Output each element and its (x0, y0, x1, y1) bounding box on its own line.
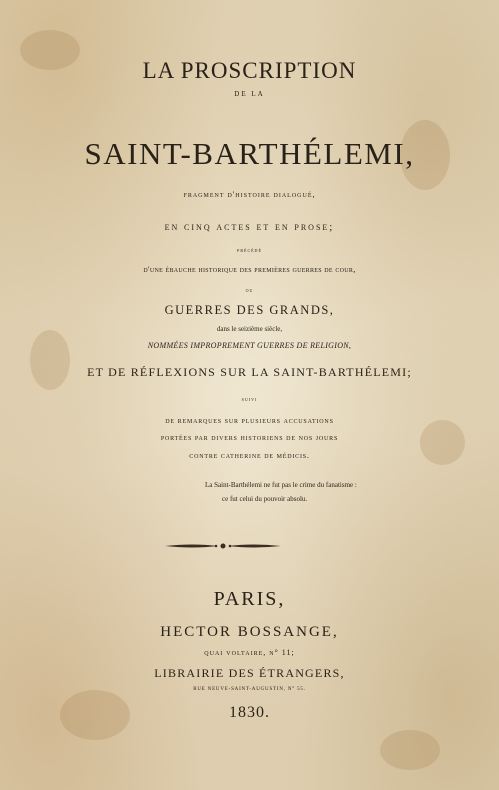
subtitle-reflexions: ET DE RÉFLEXIONS SUR LA SAINT-BARTHÉLEMI; (87, 365, 412, 379)
imprint-city: PARIS, (213, 588, 286, 610)
subtitle-suivi: suivi (241, 398, 258, 403)
title-line-2: SAINT-BARTHÉLEMI, (84, 136, 415, 171)
subtitle-guerres-grands: GUERRES DES GRANDS, (164, 303, 335, 317)
ornamental-rule (163, 540, 283, 552)
foxing-stain (380, 730, 440, 770)
subtitle-remarques: de remarques sur plusieurs accusations (165, 416, 334, 425)
subtitle-nommees: NOMMÉES IMPROPREMENT GUERRES DE RELIGION, (147, 341, 352, 350)
imprint-year: 1830. (229, 704, 270, 721)
foxing-stain (30, 330, 70, 390)
title-line-1: LA PROSCRIPTION (142, 58, 357, 83)
subtitle-precede: précédé (237, 249, 262, 254)
epigraph-line-2: ce fut celui du pouvoir absolu. (222, 495, 308, 503)
subtitle-fragment: fragment d'histoire dialogué, (183, 190, 316, 199)
title-de-la: DE LA (234, 90, 265, 98)
epigraph-line-1: La Saint-Barthélemi ne fut pas le crime du fanatisme : (205, 481, 357, 489)
subtitle-ou: ou (245, 289, 254, 294)
imprint-street: RUE NEUVE-SAINT-AUGUSTIN, N° 55. (193, 687, 306, 692)
subtitle-portees: portées par divers historiens de nos jours (160, 433, 339, 442)
imprint-publisher: HECTOR BOSSANGE, (160, 624, 339, 640)
imprint-librairie: LIBRAIRIE DES ÉTRANGERS, (154, 666, 345, 680)
subtitle-ebauche: d'une ébauche historique des premières guerres de cour, (143, 264, 356, 274)
subtitle-acts: en cinq actes et en prose; (164, 221, 335, 233)
subtitle-catherine: contre catherine de médicis. (189, 451, 310, 460)
imprint-address: quai voltaire, n° 11; (204, 648, 295, 657)
subtitle-seizieme: dans le seizième siècle, (216, 325, 283, 333)
